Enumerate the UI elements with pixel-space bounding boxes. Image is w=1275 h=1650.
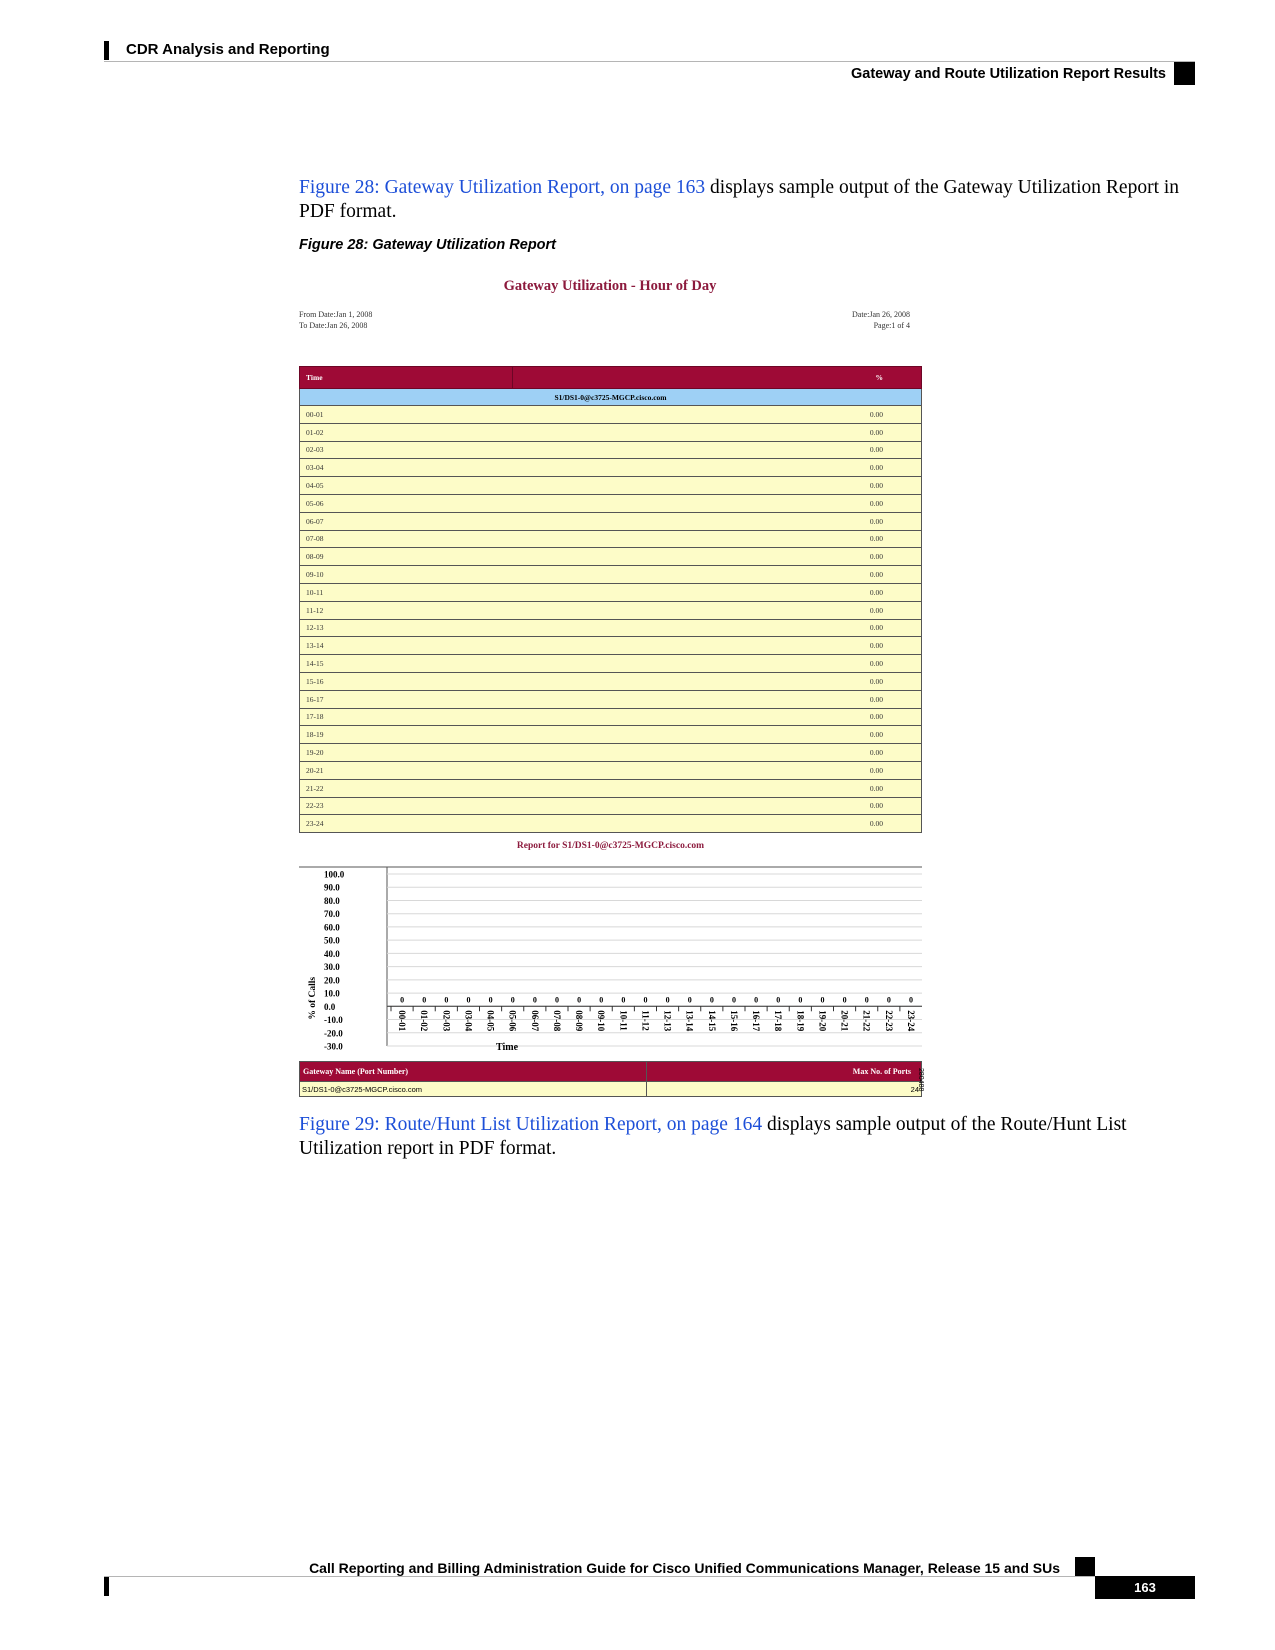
table-row bbox=[300, 779, 922, 797]
value-label: 0 bbox=[754, 995, 759, 1005]
table-row bbox=[300, 477, 922, 495]
value-label: 0 bbox=[731, 995, 736, 1005]
percent-cell: 0.00 bbox=[512, 494, 921, 512]
ports-table bbox=[299, 1061, 922, 1097]
x-tick-label: 15-16 bbox=[728, 1010, 739, 1032]
table-row bbox=[300, 690, 922, 708]
y-tick-label: 60.0 bbox=[324, 922, 340, 933]
x-tick-label: 16-17 bbox=[751, 1010, 762, 1032]
time-cell: 02-03 bbox=[300, 441, 513, 459]
table-row bbox=[300, 708, 922, 726]
table-row bbox=[300, 459, 922, 477]
footer-marker bbox=[1075, 1557, 1095, 1577]
y-tick-label: 80.0 bbox=[324, 895, 340, 906]
percent-cell: 0.00 bbox=[512, 477, 921, 495]
y-tick-label: 90.0 bbox=[324, 882, 340, 893]
ports-header-row bbox=[300, 1062, 922, 1082]
x-tick-label: 02-03 bbox=[441, 1010, 452, 1032]
y-axis-label: % of Calls bbox=[308, 976, 318, 1020]
time-cell: 22-23 bbox=[300, 797, 513, 815]
y-tick-label: 10.0 bbox=[324, 988, 340, 999]
time-cell: 17-18 bbox=[300, 708, 513, 726]
x-tick-label: 20-21 bbox=[839, 1010, 850, 1032]
table-row bbox=[300, 619, 922, 637]
time-cell: 18-19 bbox=[300, 726, 513, 744]
table-row bbox=[300, 494, 922, 512]
value-label: 0 bbox=[842, 995, 847, 1005]
gateway-name-header: Gateway Name (Port Number) bbox=[300, 1062, 647, 1082]
table-row bbox=[300, 441, 922, 459]
time-cell: 15-16 bbox=[300, 672, 513, 690]
value-label: 0 bbox=[554, 995, 559, 1005]
table-row bbox=[300, 655, 922, 673]
report-page: Page:1 of 4 bbox=[873, 321, 910, 330]
x-axis-label: Time bbox=[495, 1042, 519, 1052]
value-label: 0 bbox=[532, 995, 537, 1005]
table-row bbox=[300, 423, 922, 441]
percent-cell: 0.00 bbox=[512, 530, 921, 548]
figure-caption: Figure 28: Gateway Utilization Report bbox=[299, 237, 557, 253]
percent-cell: 0.00 bbox=[512, 761, 921, 779]
value-label: 0 bbox=[820, 995, 825, 1005]
table-row bbox=[300, 744, 922, 762]
x-tick-label: 04-05 bbox=[485, 1010, 496, 1032]
table-row bbox=[300, 815, 922, 833]
x-tick-label: 09-10 bbox=[596, 1010, 607, 1032]
y-tick-label: -10.0 bbox=[324, 1015, 343, 1026]
value-label: 0 bbox=[422, 995, 427, 1005]
followup-paragraph bbox=[299, 1113, 1199, 1161]
value-label: 0 bbox=[599, 995, 604, 1005]
percent-cell: 0.00 bbox=[512, 672, 921, 690]
value-label: 0 bbox=[444, 995, 449, 1005]
table-row bbox=[300, 512, 922, 530]
intro-paragraph bbox=[299, 176, 1199, 224]
y-tick-label: -20.0 bbox=[324, 1028, 343, 1039]
x-tick-label: 17-18 bbox=[773, 1010, 784, 1032]
x-tick-label: 22-23 bbox=[883, 1010, 894, 1032]
value-label: 0 bbox=[687, 995, 692, 1005]
figure-id: 280488 bbox=[917, 1068, 924, 1092]
time-cell: 04-05 bbox=[300, 477, 513, 495]
y-tick-label: 20.0 bbox=[324, 975, 340, 986]
x-tick-label: 13-14 bbox=[684, 1010, 695, 1032]
time-cell: 20-21 bbox=[300, 761, 513, 779]
value-label: 0 bbox=[466, 995, 471, 1005]
time-cell: 21-22 bbox=[300, 779, 513, 797]
table-row bbox=[300, 637, 922, 655]
x-tick-label: 06-07 bbox=[529, 1010, 540, 1032]
intro-paragraph-text: displays sample output of the Gateway Utilization Report in PDF format. bbox=[299, 177, 1180, 222]
time-cell: 01-02 bbox=[300, 423, 513, 441]
y-tick-label: 30.0 bbox=[324, 962, 340, 973]
value-label: 0 bbox=[776, 995, 781, 1005]
percent-cell: 0.00 bbox=[512, 655, 921, 673]
table-row bbox=[300, 797, 922, 815]
x-tick-label: 19-20 bbox=[817, 1010, 828, 1032]
header-marker-bar bbox=[104, 41, 109, 60]
x-tick-label: 18-19 bbox=[795, 1010, 806, 1032]
value-label: 0 bbox=[864, 995, 869, 1005]
from-date: From Date:Jan 1, 2008 bbox=[299, 310, 373, 319]
table-row bbox=[300, 566, 922, 584]
table-row bbox=[300, 548, 922, 566]
chapter-title: CDR Analysis and Reporting bbox=[126, 41, 330, 58]
time-cell: 19-20 bbox=[300, 744, 513, 762]
value-label: 0 bbox=[621, 995, 626, 1005]
value-label: 0 bbox=[643, 995, 648, 1005]
table-row bbox=[300, 726, 922, 744]
x-tick-label: 05-06 bbox=[507, 1010, 518, 1032]
header-tab-marker bbox=[1174, 62, 1195, 85]
value-label: 0 bbox=[577, 995, 582, 1005]
time-cell: 12-13 bbox=[300, 619, 513, 637]
percent-cell: 0.00 bbox=[512, 512, 921, 530]
value-label: 0 bbox=[665, 995, 670, 1005]
value-label: 0 bbox=[709, 995, 714, 1005]
x-tick-label: 08-09 bbox=[574, 1010, 585, 1032]
max-ports-header: Max No. of Ports bbox=[647, 1062, 922, 1082]
value-label: 0 bbox=[510, 995, 515, 1005]
table-row bbox=[300, 672, 922, 690]
x-tick-label: 03-04 bbox=[463, 1010, 474, 1032]
percent-cell: 0.00 bbox=[512, 797, 921, 815]
percent-cell: 0.00 bbox=[512, 406, 921, 424]
table-row bbox=[300, 761, 922, 779]
time-cell: 10-11 bbox=[300, 583, 513, 601]
section-title: Gateway and Route Utilization Report Results bbox=[850, 66, 1166, 82]
percent-cell: 0.00 bbox=[512, 744, 921, 762]
percent-cell: 0.00 bbox=[512, 708, 921, 726]
time-cell: 14-15 bbox=[300, 655, 513, 673]
ports-gateway-name: S1/DS1-0@c3725-MGCP.cisco.com bbox=[300, 1082, 647, 1097]
percent-cell: 0.00 bbox=[512, 583, 921, 601]
x-tick-label: 23-24 bbox=[905, 1010, 916, 1032]
report-info bbox=[820, 309, 910, 331]
value-label: 0 bbox=[908, 995, 913, 1005]
value-label: 0 bbox=[400, 995, 405, 1005]
ports-row bbox=[300, 1082, 922, 1097]
followup-paragraph-text: displays sample output of the Route/Hunt List Utilization report in PDF format. bbox=[299, 1114, 1127, 1159]
x-tick-label: 00-01 bbox=[397, 1010, 408, 1032]
value-label: 0 bbox=[798, 995, 803, 1005]
ports-max-value: 24 bbox=[647, 1082, 922, 1097]
time-cell: 13-14 bbox=[300, 637, 513, 655]
value-label: 0 bbox=[886, 995, 891, 1005]
x-tick-label: 07-08 bbox=[551, 1010, 562, 1032]
page-number: 163 bbox=[1095, 1576, 1195, 1599]
time-cell: 03-04 bbox=[300, 459, 513, 477]
x-tick-label: 14-15 bbox=[706, 1010, 717, 1032]
percent-cell: 0.00 bbox=[512, 459, 921, 477]
footer-book-title: Call Reporting and Billing Administration Guide for Cisco Unified Communications Manager, Release 15 and SUs bbox=[309, 1560, 1060, 1576]
table-row bbox=[300, 406, 922, 424]
time-column-header: Time bbox=[300, 367, 513, 389]
y-tick-label: 40.0 bbox=[324, 948, 340, 959]
footer-divider bbox=[104, 1576, 1195, 1577]
percent-cell: 0.00 bbox=[512, 726, 921, 744]
x-tick-label: 11-12 bbox=[640, 1010, 651, 1031]
table-row bbox=[300, 601, 922, 619]
percent-cell: 0.00 bbox=[512, 637, 921, 655]
time-cell: 23-24 bbox=[300, 815, 513, 833]
percent-cell: 0.00 bbox=[512, 619, 921, 637]
gateway-row bbox=[300, 389, 922, 406]
percent-cell: 0.00 bbox=[512, 441, 921, 459]
value-label: 0 bbox=[488, 995, 493, 1005]
percent-cell: 0.00 bbox=[512, 815, 921, 833]
y-tick-label: 0.0 bbox=[324, 1001, 336, 1012]
y-tick-label: 50.0 bbox=[324, 935, 340, 946]
percent-cell: 0.00 bbox=[512, 779, 921, 797]
percent-cell: 0.00 bbox=[512, 690, 921, 708]
table-row bbox=[300, 583, 922, 601]
y-tick-label: -30.0 bbox=[324, 1041, 343, 1052]
report-title: Gateway Utilization - Hour of Day bbox=[503, 278, 717, 294]
y-tick-label: 70.0 bbox=[324, 909, 340, 920]
x-tick-label: 10-11 bbox=[618, 1010, 629, 1031]
time-cell: 09-10 bbox=[300, 566, 513, 584]
percent-cell: 0.00 bbox=[512, 548, 921, 566]
report-date-range bbox=[299, 309, 372, 331]
x-tick-label: 21-22 bbox=[861, 1010, 872, 1032]
percent-column-header: % bbox=[512, 367, 921, 389]
to-date: To Date:Jan 26, 2008 bbox=[299, 321, 368, 330]
footer-marker-bar bbox=[104, 1576, 109, 1596]
percent-cell: 0.00 bbox=[512, 423, 921, 441]
time-cell: 11-12 bbox=[300, 601, 513, 619]
table-header-row bbox=[300, 367, 922, 389]
percent-cell: 0.00 bbox=[512, 566, 921, 584]
report-date: Date:Jan 26, 2008 bbox=[852, 310, 910, 319]
figure-29-link[interactable]: Figure 29: Route/Hunt List Utilization Report, on page 164 bbox=[299, 1114, 763, 1135]
chart-report-title: Report for S1/DS1-0@c3725-MGCP.cisco.com bbox=[516, 841, 705, 851]
percent-cell: 0.00 bbox=[512, 601, 921, 619]
header-divider bbox=[104, 61, 1195, 62]
gateway-name: S1/DS1-0@c3725-MGCP.cisco.com bbox=[300, 389, 922, 406]
table-row bbox=[300, 530, 922, 548]
utilization-chart bbox=[299, 862, 922, 1052]
time-cell: 00-01 bbox=[300, 406, 513, 424]
y-tick-label: 100.0 bbox=[324, 869, 345, 880]
time-cell: 07-08 bbox=[300, 530, 513, 548]
time-cell: 16-17 bbox=[300, 690, 513, 708]
x-tick-label: 12-13 bbox=[662, 1010, 673, 1032]
x-tick-label: 01-02 bbox=[419, 1010, 430, 1032]
figure-28-link[interactable]: Figure 28: Gateway Utilization Report, on page 163 bbox=[299, 177, 706, 198]
time-cell: 06-07 bbox=[300, 512, 513, 530]
time-cell: 08-09 bbox=[300, 548, 513, 566]
time-cell: 05-06 bbox=[300, 494, 513, 512]
utilization-table bbox=[299, 366, 922, 833]
